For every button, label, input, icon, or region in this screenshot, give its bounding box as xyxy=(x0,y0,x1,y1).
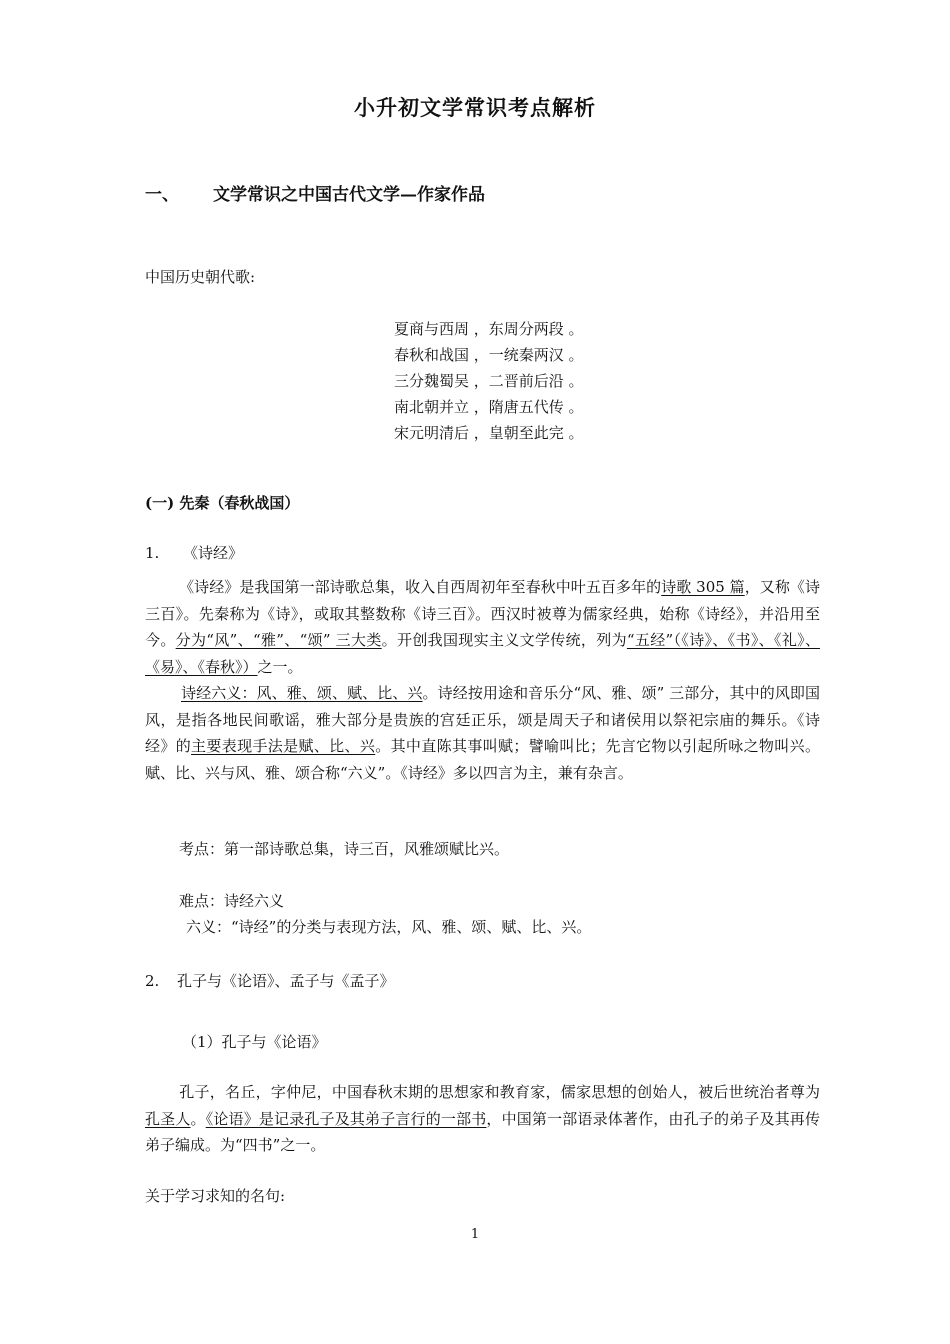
poem-line: 宋元明清后 ，皇朝至此完 。 xyxy=(394,424,584,442)
poem-line: 夏商与西周 ，东周分两段 。 xyxy=(394,320,584,338)
underlined-text: 孔圣人 xyxy=(145,1109,191,1128)
underlined-text: 诗歌 305 篇 xyxy=(661,578,745,596)
item-number: 1. xyxy=(145,544,160,562)
underlined-text: 诗经六义：风、雅、颂、赋、比、兴 xyxy=(181,684,423,702)
section-heading xyxy=(145,180,485,205)
difficult-point: 难点：诗经六义 xyxy=(179,892,285,910)
item-title: 孔子与《论语》、孟子与《孟子》 xyxy=(177,972,395,990)
paragraph-confucius: 孔子，名丘，字仲尼，中国春秋末期的思想家和教育家，儒家思想的创始人，被后世统治者尊为孔圣人。《论语》是记录孔子及其弟子言行的一部书，中国第一部语录体著作，由孔子的弟子及其再传弟子编成。为“四书”之一。 xyxy=(145,1083,820,1155)
subsection-heading: (一) 先秦（春秋战国） xyxy=(145,494,300,512)
section-number: 一、 xyxy=(145,185,179,205)
poem-line: 三分魏蜀吴 ，二晋前后沿 。 xyxy=(394,372,584,390)
sub-item-heading: （1）孔子与《论语》 xyxy=(182,1033,327,1051)
page-number: 1 xyxy=(470,1227,480,1242)
underlined-text: “五经”（《诗》、《书》、《礼》、《易》、《春秋》） xyxy=(145,631,820,676)
page-title: 小升初文学常识考点解析 xyxy=(354,95,596,120)
paragraph-shijing: 《诗经》是我国第一部诗歌总集，收入自西周初年至春秋中叶五百多年的诗歌 305 篇，又称《诗三百》。先秦称为《诗》，或取其整数称《诗三百》。西汉时被尊为儒家经典，始称《诗经》，并沿用至今。分为“风”、“雅”、“颂” 三大类。开创我国现实主义文学传统，列为“五经”（《诗》、《书》、《礼》、《易》、《春秋》）之一。 xyxy=(145,578,820,676)
item-title: 《诗经》 xyxy=(183,544,244,562)
poem-line: 南北朝并立 ，隋唐五代传 。 xyxy=(394,398,584,416)
item-heading xyxy=(145,970,395,991)
poem-line: 春秋和战国 ，一统秦两汉 。 xyxy=(394,346,584,364)
underlined-text: 主要表现手法是赋、比、兴 xyxy=(191,737,376,756)
exam-point: 考点：第一部诗歌总集，诗三百，风雅颂赋比兴。 xyxy=(179,840,510,858)
paragraph-liuyi: 诗经六义：风、雅、颂、赋、比、兴。诗经按用途和音乐分“风、雅、颂” 三部分，其中的风即国风，是指各地民间歌谣，雅大部分是贵族的宫廷正乐，颂是周天子和诸侯用以祭祀宗庙的舞乐。《诗经》的主要表现手法是赋、比、兴。其中直陈其事叫赋；譬喻叫比；先言它物以引起所咏之物叫兴。赋、比、兴与风、雅、颂合称“六义”。《诗经》多以四言为主，兼有杂言。 xyxy=(145,684,820,782)
section-title: 文学常识之中国古代文学—作家作品 xyxy=(213,185,485,205)
underlined-text: 《论语》是记录孔子及其弟子言行的一部书 xyxy=(205,1109,487,1128)
dynasty-song-label: 中国历史朝代歌: xyxy=(145,268,256,286)
item-heading xyxy=(145,542,243,563)
quotes-label: 关于学习求知的名句: xyxy=(145,1187,286,1205)
underlined-text: 分为“风”、“雅”、“颂” 三大类 xyxy=(175,631,382,650)
item-number: 2. xyxy=(145,972,160,990)
liuyi-definition: 六义：“诗经”的分类与表现方法，风、雅、颂、赋、比、兴。 xyxy=(186,918,592,936)
